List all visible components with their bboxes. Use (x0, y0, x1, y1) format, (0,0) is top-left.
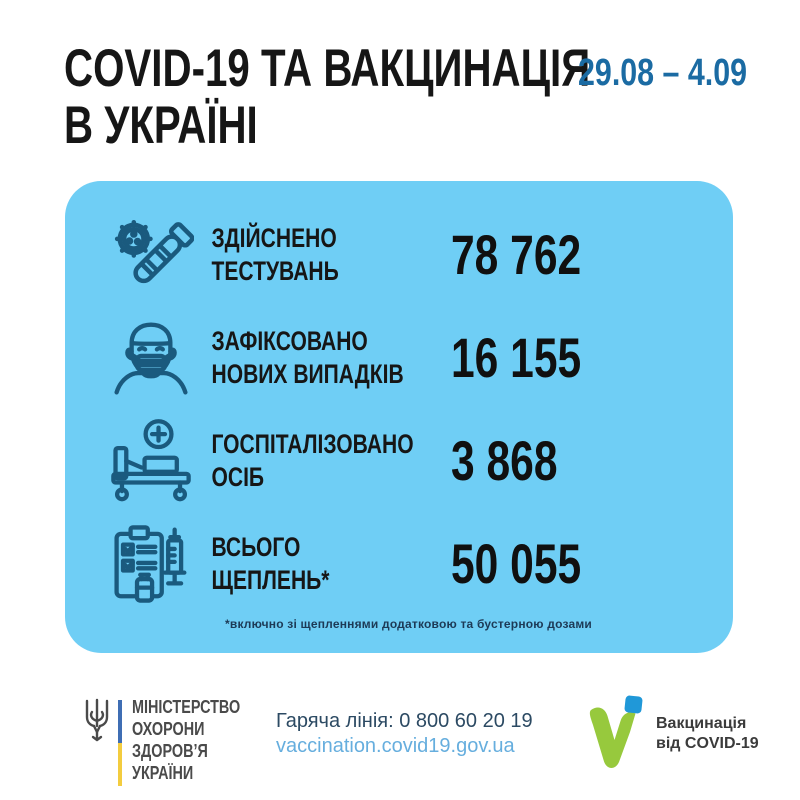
ministry-line: УКРАЇНИ (132, 763, 194, 783)
stats-card (65, 181, 733, 653)
stat-label-new-cases (199, 325, 404, 390)
ministry-line: ЗДОРОВ’Я (132, 741, 208, 761)
stat-value-tests: 78 762 (451, 223, 582, 286)
masked-person-icon (103, 312, 199, 404)
stat-row-tests (65, 203, 733, 306)
vaccination-record-icon (103, 518, 199, 610)
stat-label-line: ЗАФІКСОВАНО (211, 326, 368, 357)
hotline-text: Гаряча лінія: 0 800 60 20 19 (276, 710, 533, 732)
stat-label-tests (199, 222, 396, 287)
stat-row-new-cases (65, 306, 733, 409)
stat-label-line: ЗДІЙСНЕНО (211, 223, 337, 254)
vaccination-logo-line: від COVID-19 (656, 735, 759, 752)
stat-label-vaccinations (199, 531, 396, 596)
website-link[interactable]: vaccination.covid19.gov.ua (276, 735, 515, 757)
footnote: *включно зі щепленнями додатковою та бустерною дозами (225, 617, 593, 631)
stat-label-line: ЩЕПЛЕНЬ* (211, 564, 330, 595)
ministry-line: ОХОРОНИ (132, 719, 205, 739)
stat-value-vaccinations: 50 055 (451, 532, 582, 595)
vaccination-v-logo (584, 692, 648, 783)
hospital-bed-icon (103, 415, 199, 507)
stat-value-new-cases: 16 155 (451, 326, 582, 389)
stat-row-vaccinations (65, 512, 733, 615)
ministry-line: МІНІСТЕРСТВО (132, 697, 241, 717)
ministry-divider (118, 700, 122, 786)
page-title-line2: В УКРАЇНІ (64, 96, 258, 156)
vaccination-logo-line: Вакцинація (656, 715, 747, 732)
test-tube-virus-icon (103, 209, 199, 301)
page-title-line1: COVID-19 ТА ВАКЦИНАЦІЯ (64, 39, 591, 98)
vaccination-logo-text (656, 714, 759, 754)
stat-label-line: НОВИХ ВИПАДКІВ (211, 358, 404, 389)
date-range: 29.08 – 4.09 (578, 52, 748, 94)
footer (0, 688, 800, 800)
stat-label-line: ГОСПІТАЛІЗОВАНО (211, 429, 414, 460)
ministry-logo-text (132, 696, 240, 784)
stat-label-line: ВСЬОГО (211, 532, 301, 563)
ukraine-trident-icon (83, 698, 111, 747)
stat-row-hospitalized (65, 409, 733, 512)
stat-label-line: ТЕСТУВАНЬ (211, 255, 339, 286)
stat-value-hospitalized: 3 868 (451, 429, 558, 492)
page-title (64, 40, 590, 154)
stat-label-hospitalized (199, 428, 414, 493)
stat-label-line: ОСІБ (211, 461, 265, 492)
